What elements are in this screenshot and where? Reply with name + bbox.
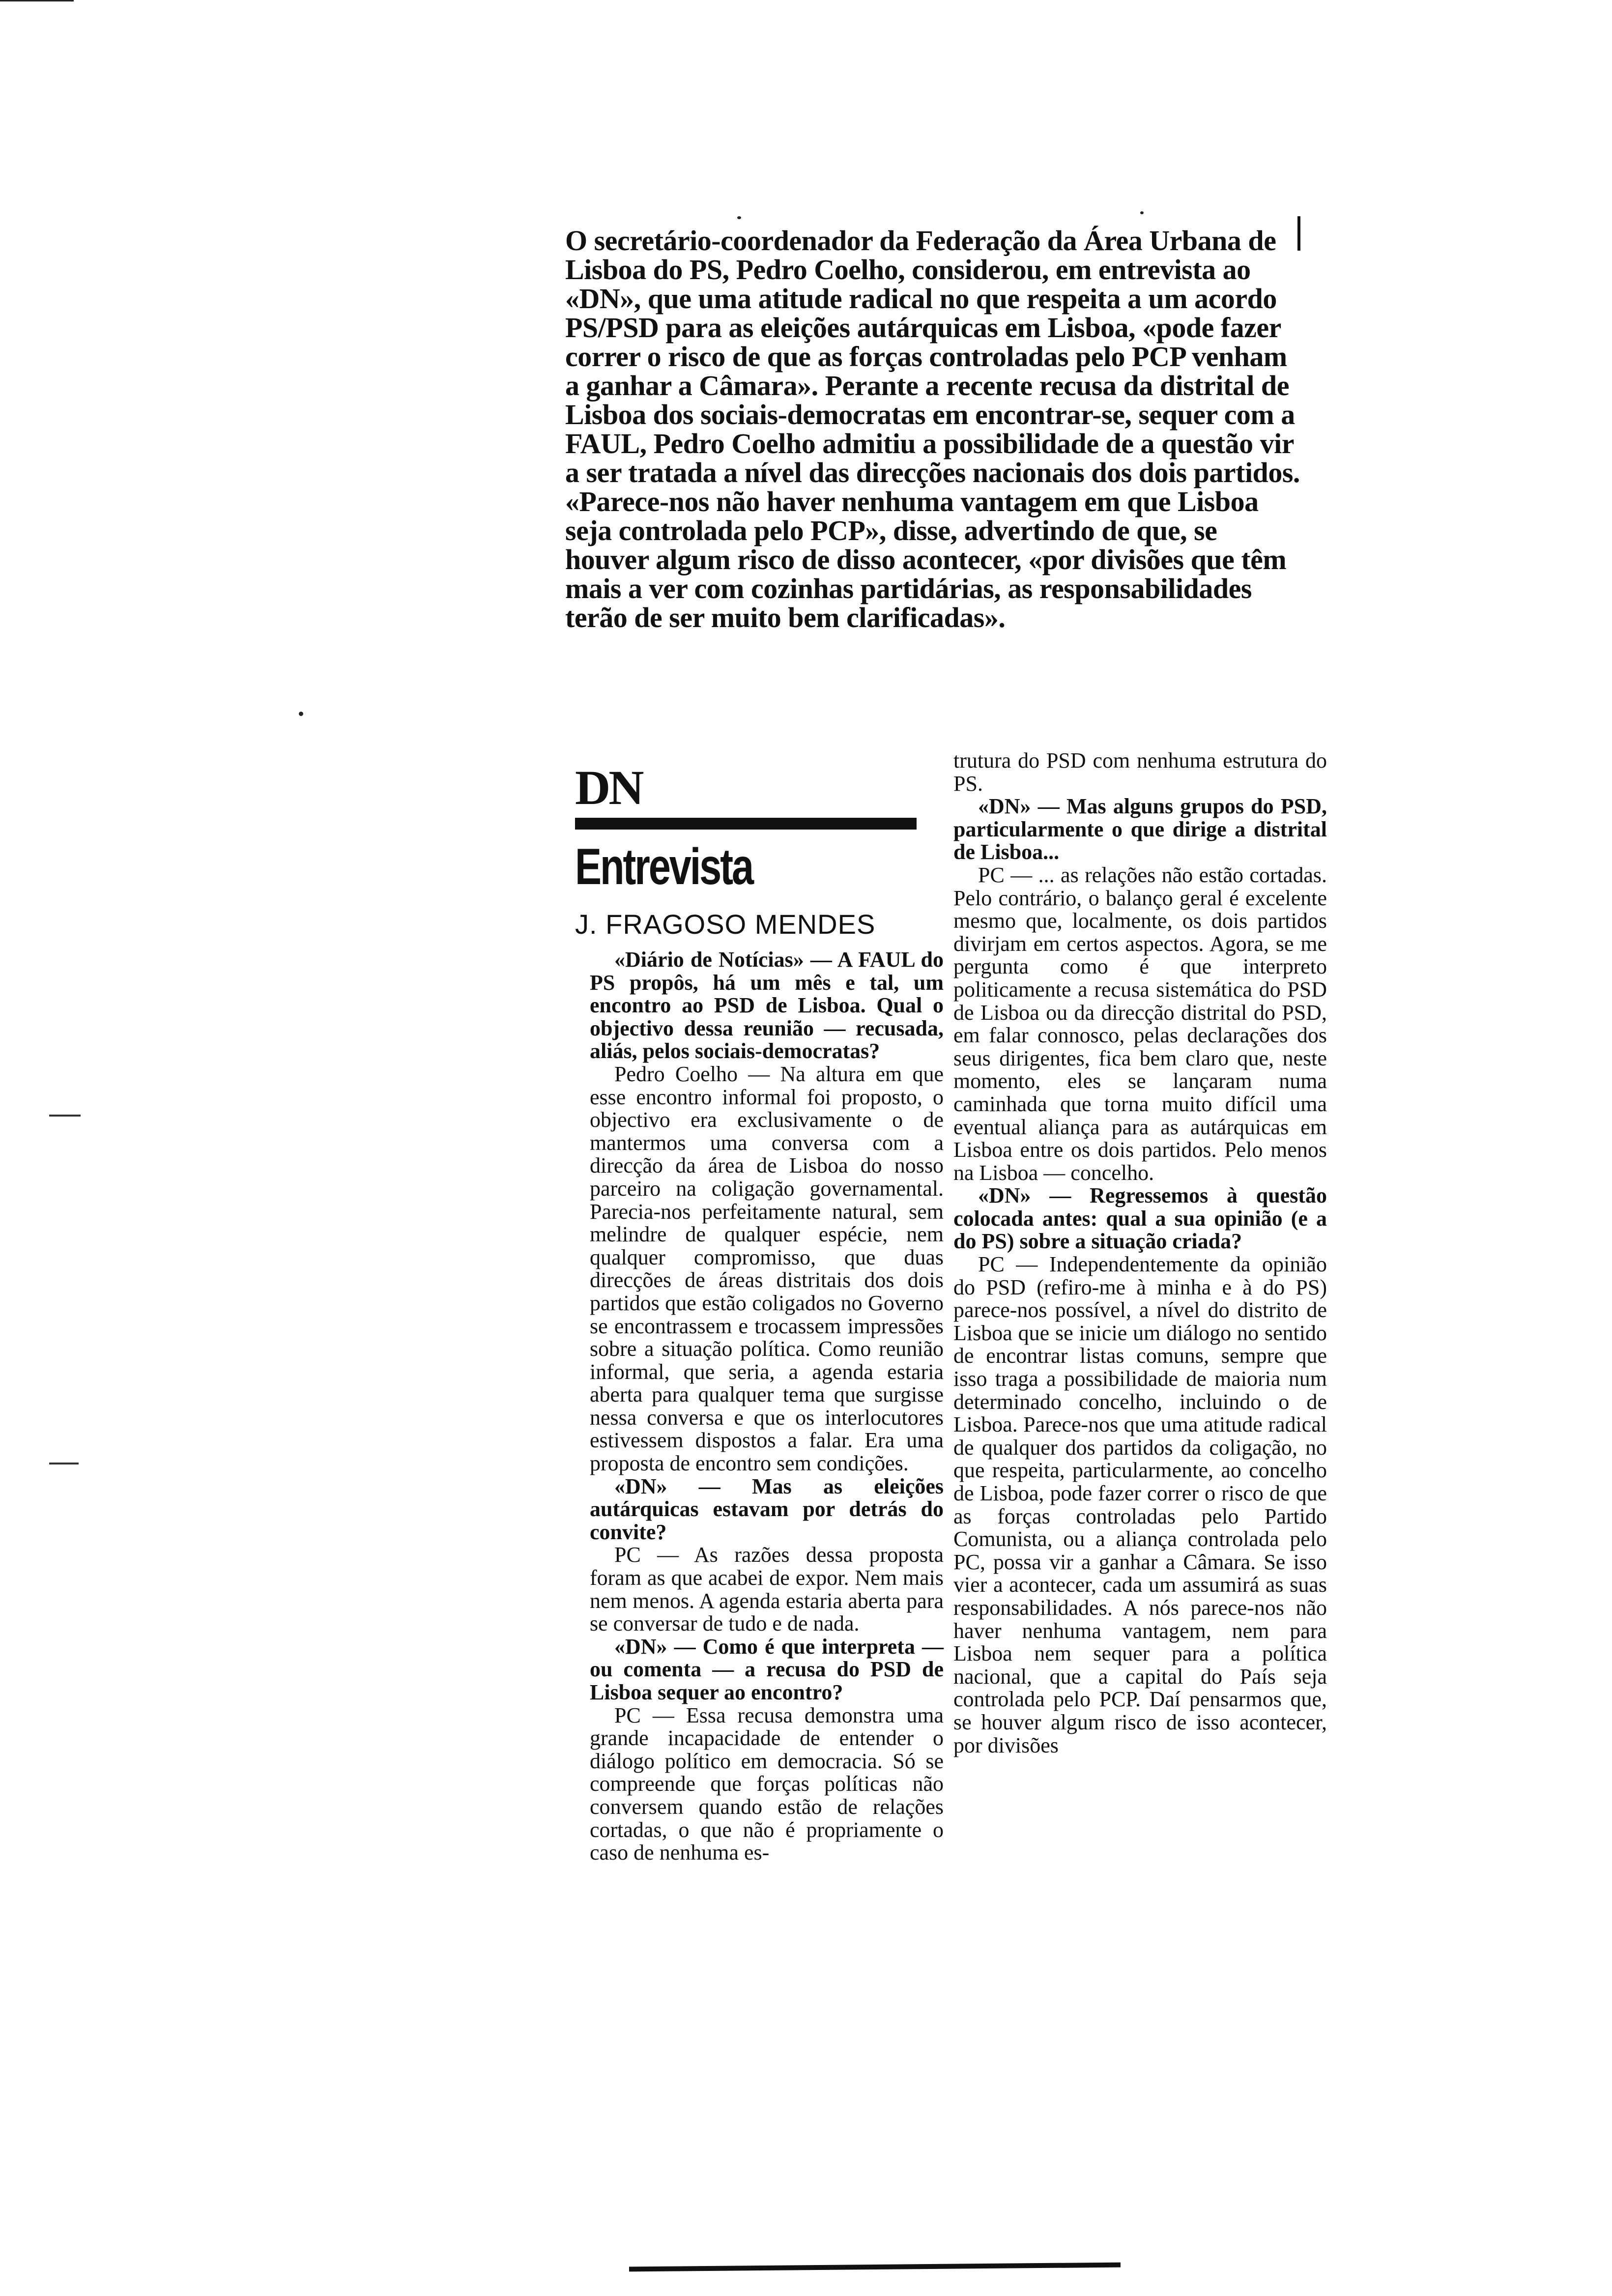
article-column-left bbox=[590, 948, 944, 1865]
interview-question: «Diário de Notícias» — A FAUL do PS propôs, há um mês e tal, um encontro ao PSD de Lisboa. Qual o objectivo dessa reunião — recusada, aliás, pelos sociais-democratas? bbox=[590, 947, 944, 1063]
lead-paragraph: «Parece-nos não haver nenhuma vantagem em que Lisboa seja controlada pelo PCP», disse, advertindo de que, se houver algum risco de disso acontecer, «por divisões que têm mais a ver com cozinhas partidárias, as responsabilidades terão de ser muito bem clarificadas». bbox=[565, 486, 1287, 633]
interview-question: «DN» — Mas as eleições autárquicas estavam por detrás do convite? bbox=[590, 1474, 944, 1544]
interview-answer: Pedro Coelho — Na altura em que esse encontro informal foi proposto, o objectivo era exclusivamente o de mantermos uma conversa com a direcção da área de Lisboa do nosso parceiro na coligação governamental. Parecia-nos perfeitamente natural, sem melindre de qualquer espécie, nem qualquer compromisso, que duas direcções de áreas distritais dos dois partidos que estão coligados no Governo se encontrassem e trocassem impressões sobre a situação política. Como reunião informal, que seria, a agenda estaria aberta para qualquer tema que surgisse nessa conversa e que os interlocutores estivessem dispostos a falar. Era uma proposta de encontro sem condições. bbox=[590, 1062, 944, 1476]
lead-paragraph-block bbox=[565, 226, 1302, 632]
bottom-rule bbox=[629, 2263, 1121, 2272]
scan-speck bbox=[1140, 211, 1144, 214]
continued-text: trutura do PSD com nenhuma estrutura do PS. bbox=[953, 748, 1327, 796]
section-title: Entrevista bbox=[575, 838, 753, 895]
scan-edge-mark bbox=[49, 1463, 79, 1464]
interview-question: «DN» — Como é que interpreta — ou comenta — a recusa do PSD de Lisboa sequer ao encontro? bbox=[590, 1634, 944, 1704]
author-byline: J. FRAGOSO MENDES bbox=[575, 909, 876, 940]
interview-answer: PC — As razões dessa proposta foram as que acabei de expor. Nem mais nem menos. A agenda estaria aberta para se conversar de tudo e de nada. bbox=[590, 1543, 944, 1636]
masthead-rule bbox=[575, 818, 917, 830]
masthead bbox=[575, 761, 919, 942]
article-column-right bbox=[953, 749, 1327, 1757]
interview-answer: PC — ... as relações não estão cortadas. Pelo contrário, o balanço geral é excelente mesmo que, localmente, os dois partidos divirjam em certos aspectos. Agora, se me pergunta como é que interpreto politicamente a recusa sistemática do PSD de Lisboa ou da direcção distrital do PSD, em falar connosco, pelas declarações dos seus dirigentes, fica bem claro que, neste momento, eles se lançaram numa caminhada que torna muito difícil uma eventual aliança para as autárquicas em Lisboa entre os dois partidos. Pelo menos na Lisboa — concelho. bbox=[953, 862, 1327, 1185]
scan-speck bbox=[299, 712, 303, 716]
interview-answer: PC — Essa recusa demonstra uma grande incapacidade de entender o diálogo político em democracia. Só se compreende que forças políticas não conversem quando estão de relações cortadas, o que não é propriamente o caso de nenhuma es- bbox=[590, 1703, 944, 1865]
interview-answer: PC — Independentemente da opinião do PSD (refiro-me à minha e à do PS) parece-nos possível, a nível do distrito de Lisboa que se inicie um diálogo no sentido de encontrar listas comuns, sempre que isso traga a possibilidade de maioria num determinado concelho, incluindo o de Lisboa. Parece-nos que uma atitude radical de qualquer dos partidos da coligação, no que respeita, particularmente, ao concelho de Lisboa, pode fazer correr o risco de que as forças controladas pelo Partido Comunista, ou a aliança controlada pelo PC, possa vir a ganhar a Câmara. Se isso vier a acontecer, cada um assumirá as suas responsabilidades. A nós parece-nos não haver nenhuma vantagem, nem para Lisboa nem sequer para a política nacional, que a capital do País seja controlada pelo PCP. Daí pensarmos que, se houver algum risco de isso acontecer, por divisões bbox=[953, 1252, 1327, 1757]
lead-paragraph: O secretário-coordenador da Federação da Área Urbana de Lisboa do PS, Pedro Coelho, considerou, em entrevista ao «DN», que uma atitude radical no que respeita a um acordo PS/PSD para as eleições autárquicas em Lisboa, «pode fazer correr o risco de que as forças controladas pelo PCP venham a ganhar a Câmara». Perante a recente recusa da distrital de Lisboa dos sociais-democratas em encontrar-se, sequer com a FAUL, Pedro Coelho admitiu a possibilidade de a questão vir a ser tratada a nível das direcções nacionais dos dois partidos. bbox=[565, 225, 1300, 488]
dn-logo: DN bbox=[575, 760, 642, 815]
interview-question: «DN» — Mas alguns grupos do PSD, particularmente o que dirige a distrital de Lisboa... bbox=[953, 794, 1327, 864]
scan-edge-line bbox=[0, 0, 74, 1]
scan-edge-mark bbox=[49, 1115, 81, 1117]
scan-speck bbox=[737, 216, 741, 219]
interview-question: «DN» — Regressemos à questão colocada antes: qual a sua opinião (e a do PS) sobre a situação criada? bbox=[953, 1183, 1327, 1254]
